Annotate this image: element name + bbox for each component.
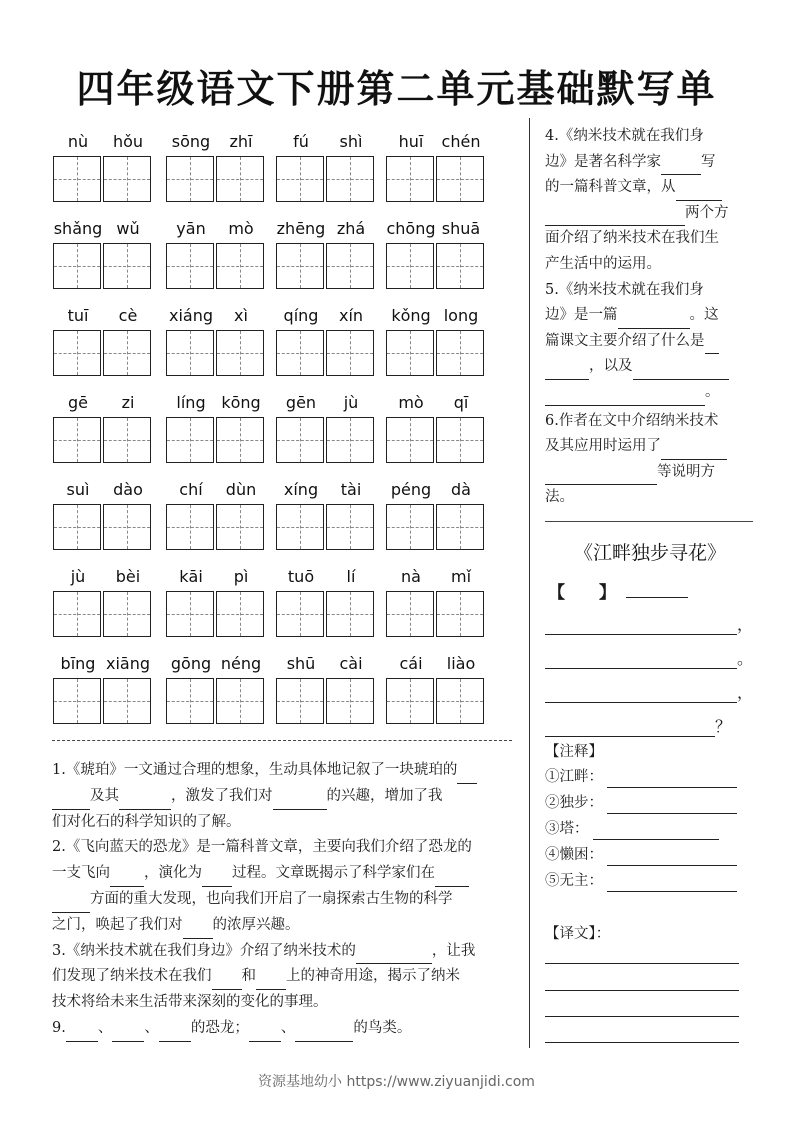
pinyin-label bbox=[53, 391, 155, 415]
writing-box[interactable] bbox=[386, 156, 434, 202]
pinyin-label bbox=[276, 217, 378, 241]
pinyin-label bbox=[166, 304, 268, 328]
pinyin-syllable: xín bbox=[338, 306, 364, 325]
pinyin-syllable: hǒu bbox=[112, 132, 144, 151]
writing-box[interactable] bbox=[216, 330, 264, 376]
writing-box[interactable] bbox=[216, 504, 264, 550]
pinyin-syllable: xíng bbox=[283, 480, 319, 499]
pinyin-syllable: cè bbox=[118, 306, 138, 325]
pinyin-syllable: shì bbox=[339, 132, 363, 151]
pinyin-syllable: dùn bbox=[225, 480, 257, 499]
pinyin-label bbox=[166, 652, 268, 676]
pinyin-syllable: gēn bbox=[285, 393, 317, 412]
pinyin-word bbox=[386, 652, 488, 724]
pinyin-word bbox=[276, 130, 378, 202]
pinyin-syllable: zhēng bbox=[276, 219, 326, 238]
pinyin-label bbox=[166, 565, 268, 589]
translation-heading: 【译文】： bbox=[545, 926, 611, 942]
footer-watermark: 资源基地幼小 https://www.ziyuanjidi.com bbox=[258, 1074, 535, 1090]
writing-box[interactable] bbox=[276, 591, 324, 637]
translation-line-2 bbox=[545, 990, 739, 991]
pinyin-syllable: dà bbox=[451, 480, 471, 499]
pinyin-word bbox=[386, 565, 488, 637]
page-title: 四年级语文下册第二单元基础默写单 bbox=[76, 67, 717, 111]
writing-box[interactable] bbox=[103, 156, 151, 202]
pinyin-word bbox=[276, 391, 378, 463]
pinyin-label bbox=[276, 652, 378, 676]
pinyin-label bbox=[386, 217, 488, 241]
writing-box[interactable] bbox=[216, 417, 264, 463]
writing-box[interactable] bbox=[326, 504, 374, 550]
writing-box[interactable] bbox=[436, 417, 484, 463]
pinyin-label bbox=[53, 652, 155, 676]
pinyin-label bbox=[53, 217, 155, 241]
pinyin-syllable: pì bbox=[233, 567, 249, 586]
question-5: 5.《纳米技术就在我们身 边》是一篇 。这 篇课文主要介绍了什么是 ，以及 。 bbox=[545, 278, 755, 406]
pinyin-word bbox=[276, 652, 378, 724]
pinyin-word bbox=[53, 565, 155, 637]
writing-box[interactable] bbox=[276, 504, 324, 550]
writing-box[interactable] bbox=[53, 330, 101, 376]
writing-box[interactable] bbox=[53, 417, 101, 463]
translation-line-1 bbox=[545, 963, 739, 964]
pinyin-syllable: fú bbox=[293, 132, 309, 151]
pinyin-label bbox=[276, 478, 378, 502]
writing-box[interactable] bbox=[326, 417, 374, 463]
pinyin-label bbox=[276, 304, 378, 328]
writing-box[interactable] bbox=[216, 243, 264, 289]
question-2: 2.《飞向蓝天的恐龙》是一篇科普文章，主要向我们介绍了恐龙的 一支飞向 ，演化为 过程。文章既揭示了科学家们在 方面的重大发现，也向我们开启了一扇探索古生物的科学 之门，唤起了我们对 的浓厚兴趣。 bbox=[52, 835, 518, 938]
poem-author: 【 】 bbox=[548, 578, 688, 603]
writing-box[interactable] bbox=[166, 330, 214, 376]
section-divider bbox=[52, 740, 512, 741]
pinyin-row bbox=[53, 217, 523, 304]
pinyin-word bbox=[386, 304, 488, 376]
pinyin-row bbox=[53, 478, 523, 565]
pinyin-syllable: chén bbox=[441, 132, 481, 151]
poem-line-1: ， bbox=[545, 612, 753, 632]
pinyin-word bbox=[386, 217, 488, 289]
writing-box[interactable] bbox=[326, 156, 374, 202]
pinyin-label bbox=[386, 478, 488, 502]
writing-box[interactable] bbox=[276, 678, 324, 724]
translation-line-4 bbox=[545, 1042, 739, 1043]
writing-box[interactable] bbox=[276, 330, 324, 376]
poem-line-3: ， bbox=[545, 680, 753, 700]
note-1: ①江畔： bbox=[545, 766, 737, 788]
writing-box[interactable] bbox=[103, 678, 151, 724]
writing-box[interactable] bbox=[326, 678, 374, 724]
section-divider-right bbox=[545, 521, 753, 522]
pinyin-syllable: cái bbox=[399, 654, 423, 673]
pinyin-word bbox=[166, 304, 268, 376]
pinyin-word bbox=[53, 130, 155, 202]
pinyin-syllable: kōng bbox=[221, 393, 261, 412]
notes-heading: 【注释】 bbox=[545, 744, 603, 760]
writing-box[interactable] bbox=[276, 417, 324, 463]
pinyin-syllable: xiáng bbox=[168, 306, 214, 325]
pinyin-word bbox=[386, 130, 488, 202]
writing-box[interactable] bbox=[276, 243, 324, 289]
writing-box[interactable] bbox=[386, 417, 434, 463]
question-3: 3.《纳米技术就在我们身边》介绍了纳米技术的 ，让我 们发现了纳米技术在我们 和 上的神奇用途，揭示了纳米 技术将给未来生活带来深刻的变化的事理。 bbox=[52, 942, 476, 1011]
right-questions bbox=[545, 124, 755, 511]
pinyin-syllable: gē bbox=[68, 393, 88, 412]
pinyin-word bbox=[53, 478, 155, 550]
pinyin-syllable: néng bbox=[220, 654, 262, 673]
writing-box[interactable] bbox=[53, 591, 101, 637]
pinyin-syllable: tuī bbox=[67, 306, 89, 325]
pinyin-syllable: qī bbox=[453, 393, 469, 412]
pinyin-syllable: nù bbox=[67, 132, 89, 151]
pinyin-syllable: cài bbox=[339, 654, 363, 673]
pinyin-syllable: mǐ bbox=[450, 567, 472, 586]
pinyin-syllable: lí bbox=[346, 567, 356, 586]
writing-box[interactable] bbox=[386, 504, 434, 550]
writing-box[interactable] bbox=[386, 591, 434, 637]
writing-box[interactable] bbox=[53, 243, 101, 289]
pinyin-label bbox=[276, 130, 378, 154]
pinyin-syllable: zhá bbox=[336, 219, 366, 238]
pinyin-syllable: jù bbox=[70, 567, 86, 586]
writing-box[interactable] bbox=[103, 504, 151, 550]
pinyin-row bbox=[53, 391, 523, 478]
pinyin-word bbox=[276, 565, 378, 637]
pinyin-label bbox=[386, 652, 488, 676]
pinyin-syllable: mò bbox=[228, 219, 254, 238]
writing-box[interactable] bbox=[103, 417, 151, 463]
pinyin-word bbox=[166, 130, 268, 202]
pinyin-word bbox=[166, 391, 268, 463]
pinyin-word bbox=[53, 391, 155, 463]
writing-box[interactable] bbox=[386, 678, 434, 724]
pinyin-syllable: zhī bbox=[229, 132, 253, 151]
pinyin-label bbox=[53, 304, 155, 328]
writing-box[interactable] bbox=[386, 243, 434, 289]
column-divider bbox=[529, 118, 530, 1048]
pinyin-syllable: dào bbox=[113, 480, 143, 499]
writing-box[interactable] bbox=[53, 156, 101, 202]
pinyin-syllable: tuō bbox=[287, 567, 315, 586]
pinyin-row bbox=[53, 130, 523, 217]
writing-box[interactable] bbox=[166, 156, 214, 202]
pinyin-syllable: nà bbox=[401, 567, 421, 586]
pinyin-syllable: long bbox=[443, 306, 479, 325]
note-5: ⑤无主： bbox=[545, 870, 737, 892]
pinyin-word bbox=[166, 652, 268, 724]
pinyin-label bbox=[386, 391, 488, 415]
writing-box[interactable] bbox=[166, 243, 214, 289]
pinyin-label bbox=[53, 478, 155, 502]
pinyin-word bbox=[386, 478, 488, 550]
left-questions bbox=[52, 758, 518, 1042]
pinyin-label bbox=[386, 304, 488, 328]
pinyin-word bbox=[386, 391, 488, 463]
note-3: ③塔： bbox=[545, 818, 719, 840]
pinyin-word bbox=[166, 217, 268, 289]
writing-box[interactable] bbox=[166, 591, 214, 637]
pinyin-syllable: péng bbox=[390, 480, 432, 499]
pinyin-word bbox=[276, 217, 378, 289]
writing-box[interactable] bbox=[103, 243, 151, 289]
pinyin-syllable: kǒng bbox=[391, 306, 431, 325]
pinyin-grid bbox=[53, 130, 523, 739]
pinyin-syllable: bīng bbox=[60, 654, 96, 673]
writing-box[interactable] bbox=[53, 504, 101, 550]
pinyin-label bbox=[53, 130, 155, 154]
pinyin-syllable: yān bbox=[176, 219, 206, 238]
pinyin-word bbox=[53, 652, 155, 724]
writing-box[interactable] bbox=[326, 591, 374, 637]
pinyin-label bbox=[386, 130, 488, 154]
pinyin-syllable: wǔ bbox=[116, 219, 140, 238]
pinyin-word bbox=[276, 478, 378, 550]
writing-box[interactable] bbox=[53, 678, 101, 724]
writing-box[interactable] bbox=[386, 330, 434, 376]
pinyin-syllable: líng bbox=[176, 393, 206, 412]
writing-box[interactable] bbox=[436, 678, 484, 724]
pinyin-label bbox=[276, 391, 378, 415]
pinyin-word bbox=[53, 304, 155, 376]
pinyin-row bbox=[53, 652, 523, 739]
pinyin-word bbox=[53, 217, 155, 289]
pinyin-syllable: jù bbox=[343, 393, 359, 412]
pinyin-word bbox=[166, 478, 268, 550]
writing-box[interactable] bbox=[326, 330, 374, 376]
pinyin-label bbox=[166, 130, 268, 154]
writing-box[interactable] bbox=[166, 504, 214, 550]
poem-line-2: 。 bbox=[545, 646, 753, 666]
pinyin-syllable: huī bbox=[398, 132, 424, 151]
pinyin-syllable: shuā bbox=[441, 219, 481, 238]
writing-box[interactable] bbox=[166, 678, 214, 724]
writing-box[interactable] bbox=[276, 156, 324, 202]
writing-box[interactable] bbox=[436, 330, 484, 376]
pinyin-label bbox=[166, 478, 268, 502]
writing-box[interactable] bbox=[326, 243, 374, 289]
writing-box[interactable] bbox=[436, 156, 484, 202]
pinyin-label bbox=[386, 565, 488, 589]
pinyin-syllable: liào bbox=[446, 654, 476, 673]
poem-line-4: ？ bbox=[545, 714, 731, 734]
pinyin-label bbox=[166, 391, 268, 415]
pinyin-syllable: shǎng bbox=[53, 219, 103, 238]
pinyin-row bbox=[53, 304, 523, 391]
note-4: ④懒困： bbox=[545, 844, 737, 866]
question-9: 9. 、 、 的恐龙； 、 的鸟类。 bbox=[52, 1016, 518, 1042]
pinyin-label bbox=[166, 217, 268, 241]
note-2: ②独步： bbox=[545, 792, 737, 814]
pinyin-syllable: sōng bbox=[171, 132, 211, 151]
pinyin-syllable: suì bbox=[66, 480, 90, 499]
pinyin-row bbox=[53, 565, 523, 652]
writing-box[interactable] bbox=[436, 504, 484, 550]
writing-box[interactable] bbox=[216, 678, 264, 724]
question-1: 1.《琥珀》一文通过合理的想象，生动具体地记叙了一块琥珀的 及其 ，激发了我们对 的兴趣，增加了我 们对化石的科学知识的了解。 bbox=[52, 758, 518, 835]
pinyin-syllable: xì bbox=[234, 306, 248, 325]
pinyin-syllable: tài bbox=[340, 480, 362, 499]
translation-line-3 bbox=[545, 1016, 739, 1017]
pinyin-label bbox=[53, 565, 155, 589]
pinyin-syllable: kāi bbox=[179, 567, 203, 586]
pinyin-syllable: zi bbox=[121, 393, 135, 412]
writing-box[interactable] bbox=[436, 243, 484, 289]
writing-box[interactable] bbox=[103, 591, 151, 637]
pinyin-syllable: chōng bbox=[386, 219, 436, 238]
writing-box[interactable] bbox=[166, 417, 214, 463]
pinyin-label bbox=[276, 565, 378, 589]
pinyin-syllable: mò bbox=[398, 393, 424, 412]
writing-box[interactable] bbox=[103, 330, 151, 376]
pinyin-word bbox=[276, 304, 378, 376]
pinyin-syllable: bèi bbox=[115, 567, 141, 586]
writing-box[interactable] bbox=[216, 156, 264, 202]
writing-box[interactable] bbox=[216, 591, 264, 637]
pinyin-syllable: qíng bbox=[283, 306, 319, 325]
poem-title: 《江畔独步寻花》 bbox=[573, 542, 726, 564]
question-4: 4.《纳米技术就在我们身 边》是著名科学家 写 的一篇科普文章，从 两个方 面介绍了纳米技术在我们生 产生活中的运用。 bbox=[545, 128, 729, 272]
pinyin-syllable: chí bbox=[179, 480, 203, 499]
pinyin-syllable: shū bbox=[286, 654, 316, 673]
pinyin-word bbox=[166, 565, 268, 637]
pinyin-syllable: gōng bbox=[170, 654, 212, 673]
writing-box[interactable] bbox=[436, 591, 484, 637]
pinyin-syllable: xiāng bbox=[105, 654, 151, 673]
question-6: 6.作者在文中介绍纳米技术 及其应用时运用了 等说明方 法。 bbox=[545, 409, 755, 511]
